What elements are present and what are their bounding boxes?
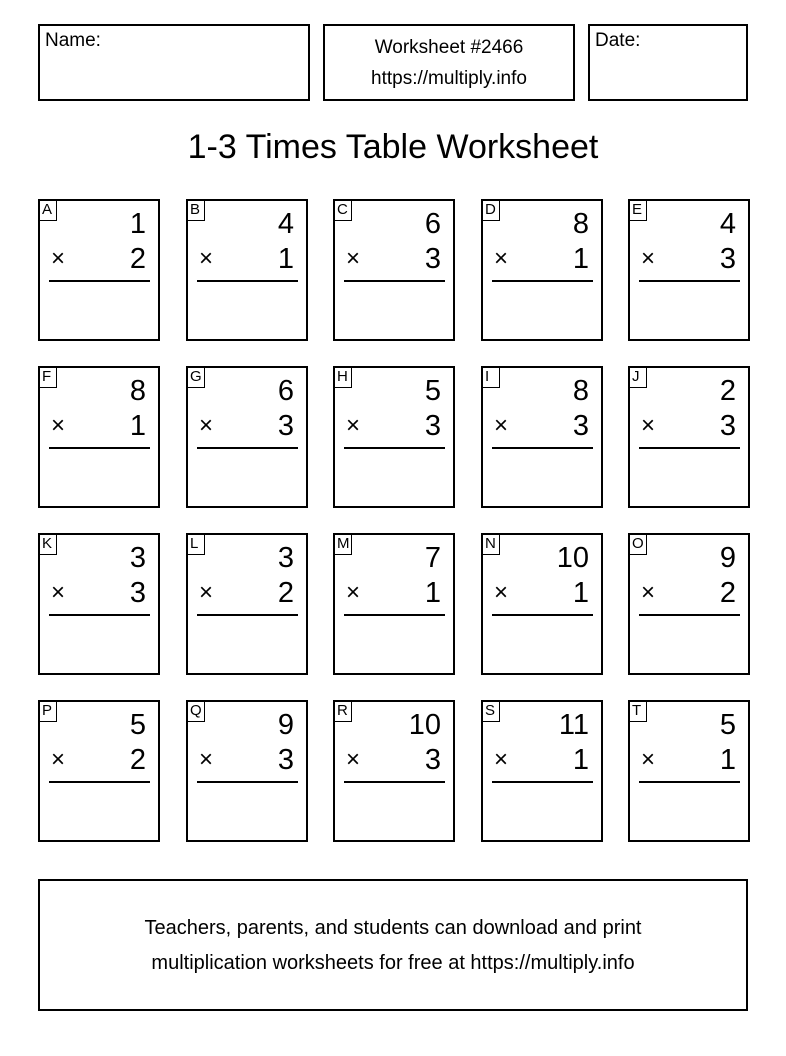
multiplicand: 5 bbox=[719, 709, 736, 741]
problem-card[interactable] bbox=[628, 366, 750, 508]
answer-line bbox=[639, 447, 740, 449]
name-label: Name: bbox=[45, 30, 101, 51]
answer-line bbox=[492, 781, 593, 783]
problem-card[interactable] bbox=[38, 700, 160, 842]
problem-letter: T bbox=[628, 700, 647, 722]
times-sign: × bbox=[641, 245, 656, 272]
multiplier: 3 bbox=[277, 410, 294, 442]
multiplicand: 6 bbox=[424, 208, 441, 240]
times-sign: × bbox=[641, 746, 656, 773]
problem-card[interactable] bbox=[628, 533, 750, 675]
problem-card[interactable] bbox=[333, 199, 455, 341]
multiplicand: 9 bbox=[719, 542, 736, 574]
footer-text-line-1: Teachers, parents, and students can download and print bbox=[144, 917, 642, 939]
times-sign: × bbox=[494, 746, 509, 773]
multiplicand: 2 bbox=[719, 375, 736, 407]
problem-letter: B bbox=[186, 199, 205, 221]
answer-line bbox=[639, 781, 740, 783]
page-title: 1-3 Times Table Worksheet bbox=[187, 128, 599, 166]
answer-line bbox=[344, 614, 445, 616]
problem-letter: K bbox=[38, 533, 57, 555]
worksheet-info-box bbox=[323, 24, 575, 101]
problem-letter: J bbox=[628, 366, 647, 388]
problem-letter: O bbox=[628, 533, 647, 555]
problem-letter: F bbox=[38, 366, 57, 388]
multiplicand: 8 bbox=[572, 375, 589, 407]
multiplier: 3 bbox=[424, 410, 441, 442]
problem-card[interactable] bbox=[186, 533, 308, 675]
times-sign: × bbox=[494, 579, 509, 606]
answer-line bbox=[492, 280, 593, 282]
answer-line bbox=[344, 280, 445, 282]
problem-letter: C bbox=[333, 199, 352, 221]
multiplicand: 9 bbox=[277, 709, 294, 741]
answer-line bbox=[197, 781, 298, 783]
multiplier: 3 bbox=[719, 410, 736, 442]
problem-card[interactable] bbox=[628, 700, 750, 842]
multiplier: 1 bbox=[572, 243, 589, 275]
times-sign: × bbox=[51, 746, 66, 773]
multiplier: 2 bbox=[719, 577, 736, 609]
problem-letter: M bbox=[333, 533, 352, 555]
name-field[interactable] bbox=[38, 24, 310, 101]
answer-line bbox=[639, 614, 740, 616]
times-sign: × bbox=[346, 412, 361, 439]
multiplicand: 3 bbox=[129, 542, 146, 574]
problem-letter: E bbox=[628, 199, 647, 221]
times-sign: × bbox=[199, 746, 214, 773]
multiplicand: 8 bbox=[572, 208, 589, 240]
multiplicand: 5 bbox=[129, 709, 146, 741]
answer-line bbox=[49, 781, 150, 783]
multiplicand: 11 bbox=[558, 709, 589, 741]
times-sign: × bbox=[494, 245, 509, 272]
multiplier: 2 bbox=[129, 744, 146, 776]
footer-text-line-2: multiplication worksheets for free at https://multiply.info bbox=[151, 952, 635, 974]
answer-line bbox=[492, 447, 593, 449]
answer-line bbox=[197, 280, 298, 282]
answer-line bbox=[344, 447, 445, 449]
times-sign: × bbox=[346, 746, 361, 773]
times-sign: × bbox=[51, 245, 66, 272]
problem-letter: N bbox=[481, 533, 500, 555]
multiplicand: 3 bbox=[277, 542, 294, 574]
problem-card[interactable] bbox=[186, 199, 308, 341]
answer-line bbox=[49, 280, 150, 282]
answer-line bbox=[197, 614, 298, 616]
multiplicand: 5 bbox=[424, 375, 441, 407]
problem-letter: P bbox=[38, 700, 57, 722]
problem-letter: S bbox=[481, 700, 500, 722]
times-sign: × bbox=[51, 412, 66, 439]
problem-card[interactable] bbox=[38, 366, 160, 508]
multiplier: 3 bbox=[719, 243, 736, 275]
multiplier: 3 bbox=[424, 243, 441, 275]
problem-card[interactable] bbox=[333, 700, 455, 842]
answer-line bbox=[639, 280, 740, 282]
problem-letter: Q bbox=[186, 700, 205, 722]
multiplier: 3 bbox=[424, 744, 441, 776]
multiplier: 3 bbox=[277, 744, 294, 776]
worksheet-website: https://multiply.info bbox=[371, 68, 527, 89]
footer-box bbox=[38, 879, 748, 1011]
date-field[interactable] bbox=[588, 24, 748, 101]
multiplier: 3 bbox=[129, 577, 146, 609]
times-sign: × bbox=[199, 579, 214, 606]
answer-line bbox=[344, 781, 445, 783]
times-sign: × bbox=[199, 412, 214, 439]
date-label: Date: bbox=[595, 30, 641, 51]
problem-card[interactable] bbox=[333, 533, 455, 675]
problem-card[interactable] bbox=[481, 700, 603, 842]
problem-letter: G bbox=[186, 366, 205, 388]
problem-letter: A bbox=[38, 199, 57, 221]
answer-line bbox=[49, 447, 150, 449]
answer-line bbox=[49, 614, 150, 616]
problem-card[interactable] bbox=[481, 366, 603, 508]
problem-card[interactable] bbox=[628, 199, 750, 341]
multiplier: 1 bbox=[129, 410, 146, 442]
multiplier: 2 bbox=[129, 243, 146, 275]
times-sign: × bbox=[346, 579, 361, 606]
problem-letter: R bbox=[333, 700, 352, 722]
answer-line bbox=[492, 614, 593, 616]
multiplicand: 10 bbox=[556, 542, 589, 574]
times-sign: × bbox=[494, 412, 509, 439]
times-sign: × bbox=[199, 245, 214, 272]
multiplier: 1 bbox=[719, 744, 736, 776]
problem-card[interactable] bbox=[38, 533, 160, 675]
times-sign: × bbox=[346, 245, 361, 272]
multiplicand: 8 bbox=[129, 375, 146, 407]
multiplier: 3 bbox=[572, 410, 589, 442]
problem-card[interactable] bbox=[333, 366, 455, 508]
answer-line bbox=[197, 447, 298, 449]
problem-card[interactable] bbox=[186, 700, 308, 842]
multiplicand: 6 bbox=[277, 375, 294, 407]
multiplier: 1 bbox=[277, 243, 294, 275]
problem-card[interactable] bbox=[481, 533, 603, 675]
worksheet-number: Worksheet #2466 bbox=[374, 37, 524, 58]
multiplier: 1 bbox=[572, 577, 589, 609]
multiplicand: 1 bbox=[129, 208, 146, 240]
multiplicand: 4 bbox=[277, 208, 294, 240]
problem-letter: D bbox=[481, 199, 500, 221]
problem-letter: L bbox=[186, 533, 205, 555]
multiplier: 1 bbox=[424, 577, 441, 609]
multiplicand: 7 bbox=[424, 542, 441, 574]
multiplicand: 10 bbox=[408, 709, 441, 741]
problem-card[interactable] bbox=[186, 366, 308, 508]
problem-letter: H bbox=[333, 366, 352, 388]
problem-card[interactable] bbox=[481, 199, 603, 341]
multiplier: 2 bbox=[277, 577, 294, 609]
times-sign: × bbox=[51, 579, 66, 606]
problem-card[interactable] bbox=[38, 199, 160, 341]
times-sign: × bbox=[641, 412, 656, 439]
multiplicand: 4 bbox=[719, 208, 736, 240]
times-sign: × bbox=[641, 579, 656, 606]
multiplier: 1 bbox=[572, 744, 589, 776]
problem-letter: I bbox=[481, 366, 500, 388]
